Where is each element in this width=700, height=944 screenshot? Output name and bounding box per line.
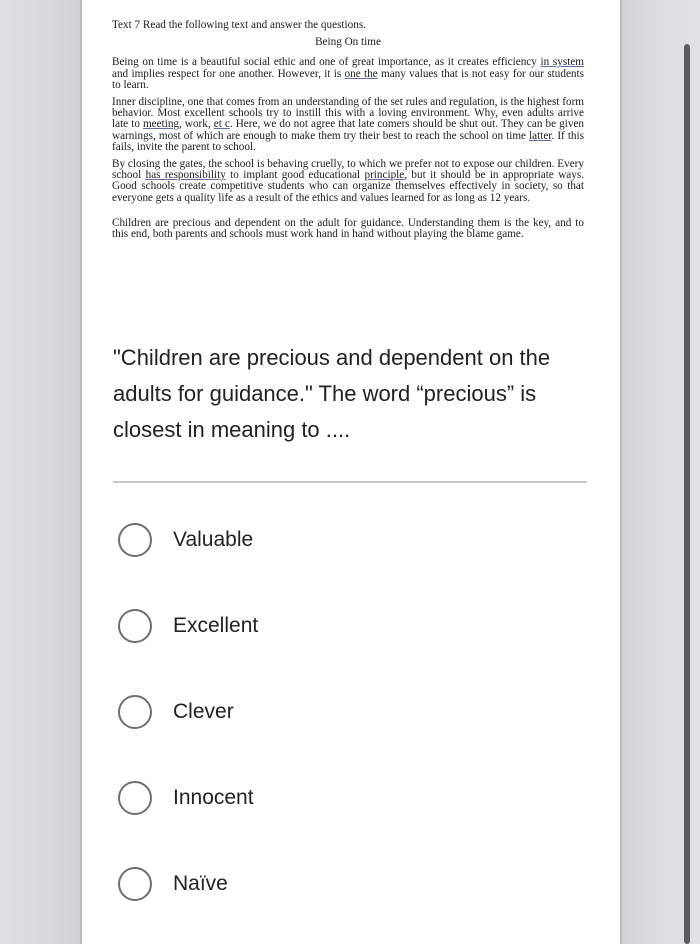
scrollbar-thumb[interactable] [684,44,690,944]
option-label: Valuable [173,528,254,551]
underlined-text: principle [364,169,405,182]
reading-passage [112,20,584,246]
passage-text: . Here, we do not agree that late comers should be shut out. They can be given warnings, most of which are enough to make them try their best to reach the school on time [112,118,585,142]
scrollbar[interactable] [684,40,692,940]
option-clever[interactable] [118,690,418,734]
passage-text: . If this fails, invite the parent to school. [112,129,584,153]
passage-text: By closing the gates, the school is behaving cruelly, to which we prefer not to expose our children. Every school [112,158,584,182]
underlined-text: one the [344,67,378,80]
left-background [0,0,80,944]
divider [113,481,587,483]
underlined-text: has responsibility [145,169,226,182]
underlined-text: in system [540,56,585,69]
option-label: Excellent [173,614,259,637]
radio-button[interactable] [118,523,152,557]
passage-text: , but it should be in appropriate ways. Good schools create competitive students who can organize themselves effectively in society, so that everyone gets a quality life as a result of the ethics and values learned for as long as 12 years. [112,169,584,204]
passage-paragraph [112,97,584,153]
option-label: Clever [173,700,234,723]
option-label: Innocent [173,786,254,809]
passage-text: to implant good educational [225,169,365,182]
passage-text: many values that is not easy for our students to learn. [112,67,584,91]
radio-button[interactable] [118,781,152,815]
passage-heading: Text 7 Read the following text and answer the questions. [112,19,366,31]
option-valuable[interactable] [118,518,418,562]
passage-paragraph [112,57,584,91]
question-text: "Children are precious and dependent on the adults for guidance." The word “precious” is closest in meaning to .... [113,345,551,442]
option-innocent[interactable] [118,776,418,820]
option-excellent[interactable] [118,604,418,648]
passage-text: and implies respect for one another. However, it is [112,67,345,80]
passage-text: Being on time is a beautiful social ethic and one of great importance, as it creates efficiency [112,56,541,69]
underlined-text: latter [529,129,552,142]
option-label: Naïve [173,872,228,895]
passage-title: Being On time [315,36,381,49]
radio-button[interactable] [118,695,152,729]
radio-button[interactable] [118,867,152,901]
passage-paragraph [112,159,584,204]
underlined-text: meeting [142,118,180,131]
radio-button[interactable] [118,609,152,643]
passage-text: Inner discipline, one that comes from an understanding of the set rules and regulation, is the highest form behavior. Most excellent schools try to instill this with a loving environment. Why, even adults arrive late to [112,96,584,131]
passage-paragraph [112,218,584,240]
passage-text: , work, [179,118,214,131]
underlined-text: et c [213,118,230,131]
passage-text: Children are precious and dependent on the adult for guidance. Understanding them is the key, and to this end, both parents and schools must work hand in hand without playing the blame game. [112,216,584,241]
option-naive[interactable] [118,862,418,906]
